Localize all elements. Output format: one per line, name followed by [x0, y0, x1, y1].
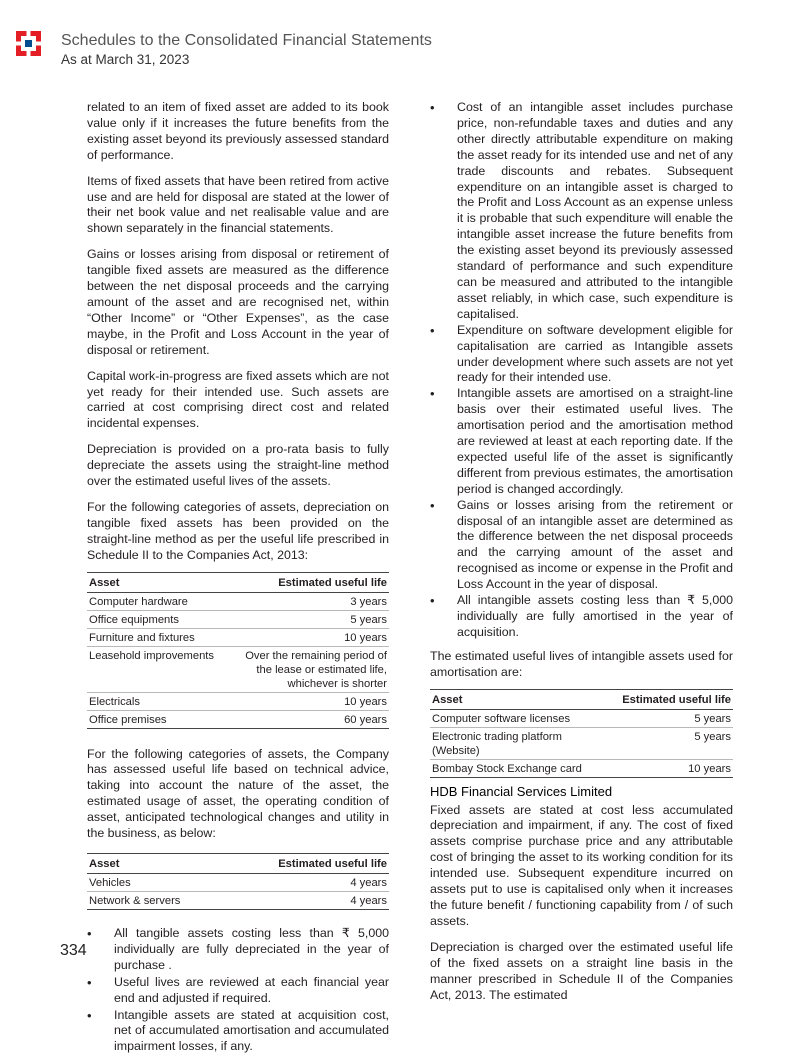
company-assessed-assets-table — [87, 853, 389, 910]
table-cell-asset: Computer software licenses — [430, 709, 584, 727]
paragraph: For the following categories of assets, depreciation on tangible fixed assets has been provided on the straight-line method as per the useful life prescribed in Schedule II to the Companies Act, 2013: — [87, 499, 389, 562]
paragraph: The estimated useful lives of intangible assets used for amortisation are: — [430, 648, 733, 679]
list-item — [430, 100, 733, 323]
logo-icon — [16, 31, 41, 56]
table-header-asset: Asset — [87, 572, 241, 592]
table-header-asset: Asset — [87, 854, 241, 874]
list-item-text: Cost of an intangible asset includes purchase price, non-refundable taxes and duties and any other directly attributable expenditure on making the asset ready for its intended use and net of any trade discounts and rebates. Subsequent expenditure on an intangible asset is charged to the Profit and Loss Account as an expense unless it is probable that such expenditure will enable the intangible asset increase the future benefits from the existing asset beyond its previously assessed standard of performance and such expenditure can be measured and attributed to the intangible asset reliably, in which case, such expenditure is capitalised. — [457, 100, 733, 321]
table-cell-life: 10 years — [241, 692, 389, 710]
list-item-text: Gains or losses arising from the retirement or disposal of an intangible asset are determined as the difference between the net disposal proceeds and the carrying amount of the asset and recognised as income or expense in the Profit and Loss Account in the year of disposal. — [457, 497, 733, 592]
table-cell-life: 60 years — [241, 710, 389, 728]
list-item-text: Intangible assets are stated at acquisition cost, net of accumulated amortisation and accumulated impairment losses, if any. — [114, 1007, 389, 1054]
bullet-icon: • — [87, 974, 92, 990]
table-row — [430, 709, 733, 727]
table-cell-asset: Computer hardware — [87, 592, 241, 610]
paragraph: For the following categories of assets, the Company has assessed useful life based on technical advice, taking into account the nature of the asset, the estimated usage of asset, the operating condition of asset, anticipated technological changes and utility in the business, as below: — [87, 746, 389, 841]
table-row — [87, 692, 389, 710]
list-item-text: Expenditure on software development eligible for capitalisation are carried as Intangible assets under development where such assets are not yet ready for their intended use. — [457, 322, 733, 385]
page-header-title: Schedules to the Consolidated Financial Statements — [61, 32, 432, 49]
table-cell-life: 5 years — [241, 610, 389, 628]
table-header-row — [430, 689, 733, 709]
table-row — [87, 592, 389, 610]
table-cell-asset: Vehicles — [87, 874, 241, 892]
section-subheading: HDB Financial Services Limited — [430, 783, 613, 799]
left-column — [87, 100, 389, 1056]
paragraph: related to an item of fixed asset are added to its book value only if it increases the future benefits from the existing asset beyond its previously assessed standard of performance. — [87, 100, 389, 162]
table-cell-asset: Office premises — [87, 710, 241, 728]
table-row — [87, 646, 389, 692]
bullet-icon: • — [430, 100, 435, 115]
table-header-life: Estimated useful life — [584, 689, 733, 709]
table-header-life: Estimated useful life — [241, 572, 389, 592]
paragraph: Items of fixed assets that have been retired from active use and are held for disposal are stated at the lower of their net book value and net realisable value and are shown separately in the financial statements. — [87, 173, 389, 236]
table-cell-life: 4 years — [241, 892, 389, 910]
bullet-icon: • — [430, 593, 435, 609]
table-cell-life: 5 years — [584, 727, 733, 759]
list-item-text: All intangible assets costing less than ₹ 5,000 individually are fully amortised in the year of acquisition. — [457, 593, 733, 639]
table-row — [430, 759, 733, 777]
table-header-row — [87, 854, 389, 874]
table-row — [87, 710, 389, 728]
table-cell-asset: Furniture and fixtures — [87, 628, 241, 646]
paragraph: Fixed assets are stated at cost less accumulated depreciation and impairment, if any. The cost of fixed assets comprise purchase price and any attributable cost of bringing the asset to its working condition for its intended use. Subsequent expenditure incurred on assets put to use is capitalised only when it increases the future benefit / functioning capability from / of such assets. — [430, 802, 733, 928]
table-row — [87, 610, 389, 628]
page-header-subtitle: As at March 31, 2023 — [61, 52, 190, 67]
bullet-list — [430, 100, 733, 641]
page-number: 334 — [60, 942, 87, 959]
list-item — [87, 926, 389, 974]
table-row — [87, 892, 389, 910]
intangible-assets-table — [430, 689, 733, 778]
bullet-icon: • — [430, 497, 435, 513]
list-item-text: Intangible assets are amortised on a straight-line basis over their estimated useful lives. The amortisation period and the amortisation method are reviewed at least at each reporting date. If the expected useful life of the asset is significantly different from previous estimates, the amortisation period is changed accordingly. — [457, 386, 733, 496]
tangible-assets-table — [87, 572, 389, 729]
hdfc-logo — [16, 31, 41, 56]
list-item — [430, 593, 733, 641]
paragraph: Depreciation is provided on a pro-rata basis to fully depreciate the assets using the straight-line method over the estimated useful lives of the assets. — [87, 442, 389, 489]
right-column — [430, 100, 733, 1003]
table-cell-life: Over the remaining period of the lease or estimated life, whichever is shorter — [241, 646, 389, 692]
table-cell-asset: Bombay Stock Exchange card — [430, 759, 584, 777]
table-row — [87, 874, 389, 892]
bullet-icon: • — [87, 1007, 92, 1023]
table-cell-life: 5 years — [584, 709, 733, 727]
table-cell-asset: Network & servers — [87, 892, 241, 910]
list-item — [87, 975, 389, 1007]
table-cell-asset: Office equipments — [87, 610, 241, 628]
table-row — [87, 628, 389, 646]
table-cell-life: 10 years — [584, 759, 733, 777]
list-item — [430, 386, 733, 497]
paragraph: Gains or losses arising from disposal or retirement of tangible fixed assets are measured as the difference between the net disposal proceeds and the carrying amount of the asset and are recognised net, within “Other Income” or “Other Expenses”, as the case maybe, in the Profit and Loss Account in the year of disposal or retirement. — [87, 247, 389, 357]
table-cell-asset: Electricals — [87, 692, 241, 710]
list-item — [430, 498, 733, 593]
list-item-text: All tangible assets costing less than ₹ 5,000 individually are fully depreciated in the year of purchase . — [114, 926, 389, 972]
table-header-asset: Asset — [430, 689, 584, 709]
bullet-icon: • — [87, 926, 92, 941]
paragraph: Capital work-in-progress are fixed assets which are not yet ready for their intended use. Such assets are carried at cost comprising direct cost and related incidental expenses. — [87, 368, 389, 431]
list-item — [430, 323, 733, 387]
list-item — [87, 1008, 389, 1056]
table-cell-asset: Leasehold improvements — [87, 646, 241, 692]
list-item-text: Useful lives are reviewed at each financial year end and adjusted if required. — [114, 974, 389, 1005]
table-cell-asset: Electronic trading platform (Website) — [430, 727, 584, 759]
table-cell-life: 3 years — [241, 592, 389, 610]
paragraph: Depreciation is charged over the estimated useful life of the fixed assets on a straight line basis in the manner prescribed in Schedule II of the Companies Act, 2013. The estimated — [430, 939, 733, 1002]
table-cell-life: 4 years — [241, 874, 389, 892]
bullet-icon: • — [430, 386, 435, 402]
bullet-list — [87, 926, 389, 1055]
table-header-life: Estimated useful life — [241, 854, 389, 874]
table-row — [430, 727, 733, 759]
table-cell-life: 10 years — [241, 628, 389, 646]
bullet-icon: • — [430, 322, 435, 338]
table-header-row — [87, 572, 389, 592]
